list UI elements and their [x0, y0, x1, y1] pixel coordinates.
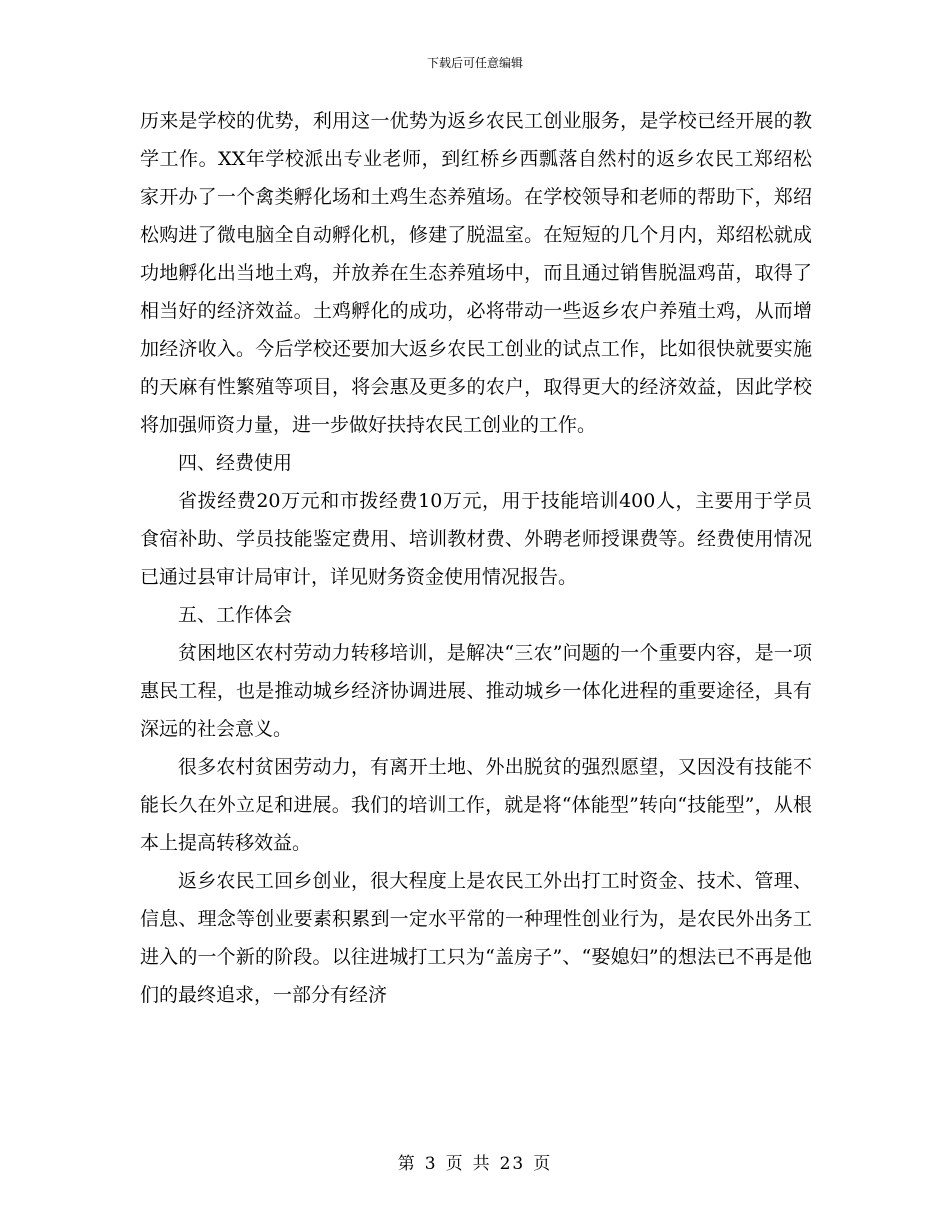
paragraph-experience-2: 很多农村贫困劳动力，有离开土地、外出脱贫的强烈愿望，又因没有技能不能长久在外立足和进展。我们的培训工作，就是将“体能型”转向“技能型”，从根本上提高转移效益。 [140, 756, 812, 854]
paragraph-experience-1: 贫困地区农村劳动力转移培训，是解决“三农”问题的一个重要内容，是一项惠民工程，也是推动城乡经济协调进展、推动城乡一体化进程的重要途径，具有深远的社会意义。 [140, 642, 812, 740]
footer-total-word: 共 [472, 1154, 492, 1174]
section-heading-funding: 四、经费使用 [178, 452, 293, 474]
paragraph-experience-3: 返乡农民工回乡创业，很大程度上是农民工外出打工时资金、技术、管理、信息、理念等创业要素积累到一定水平常的一种理性创业行为，是农民外出务工进入的一个新的阶段。以往进城打工只为“盖房子”、“娶媳妇”的想法已不再是他们的最终追求，一部分有经济 [140, 870, 812, 1006]
paragraph-continuation: 历来是学校的优势，利用这一优势为返乡农民工创业服务，是学校已经开展的教学工作。XX年学校派出专业老师，到红桥乡西瓢落自然村的返乡农民工郑绍松家开办了一个禽类孵化场和土鸡生态养殖场。在学校领导和老师的帮助下，郑绍松购进了微电脑全自动孵化机，修建了脱温室。在短短的几个月内，郑绍松就成功地孵化出当地土鸡，并放养在生态养殖场中，而且通过销售脱温鸡苗，取得了相当好的经济效益。土鸡孵化的成功，必将带动一些返乡农户养殖土鸡，从而增加经济收入。今后学校还要加大返乡农民工创业的试点工作，比如很快就要实施的天麻有性繁殖等项目，将会惠及更多的农户，取得更大的经济效益，因此学校将加强师资力量，进一步做好扶持农民工创业的工作。 [140, 110, 812, 436]
section-heading-experience: 五、工作体会 [178, 604, 293, 626]
footer-suffix: 页 [533, 1154, 553, 1174]
document-body [140, 102, 812, 1014]
footer-prefix: 第 [397, 1154, 417, 1174]
footer-total-pages: 23 [499, 1154, 526, 1174]
page-header-note: 下载后可任意编辑 [426, 56, 523, 70]
footer-page-word: 页 [445, 1154, 465, 1174]
page-footer [0, 1153, 950, 1175]
footer-current-page: 3 [424, 1154, 438, 1174]
paragraph-funding: 省拨经费20万元和市拨经费10万元，用于技能培训400人，主要用于学员食宿补助、学员技能鉴定费用、培训教材费、外聘老师授课费等。经费使用情况已通过县审计局审计，详见财务资金使用情况报告。 [140, 490, 812, 588]
